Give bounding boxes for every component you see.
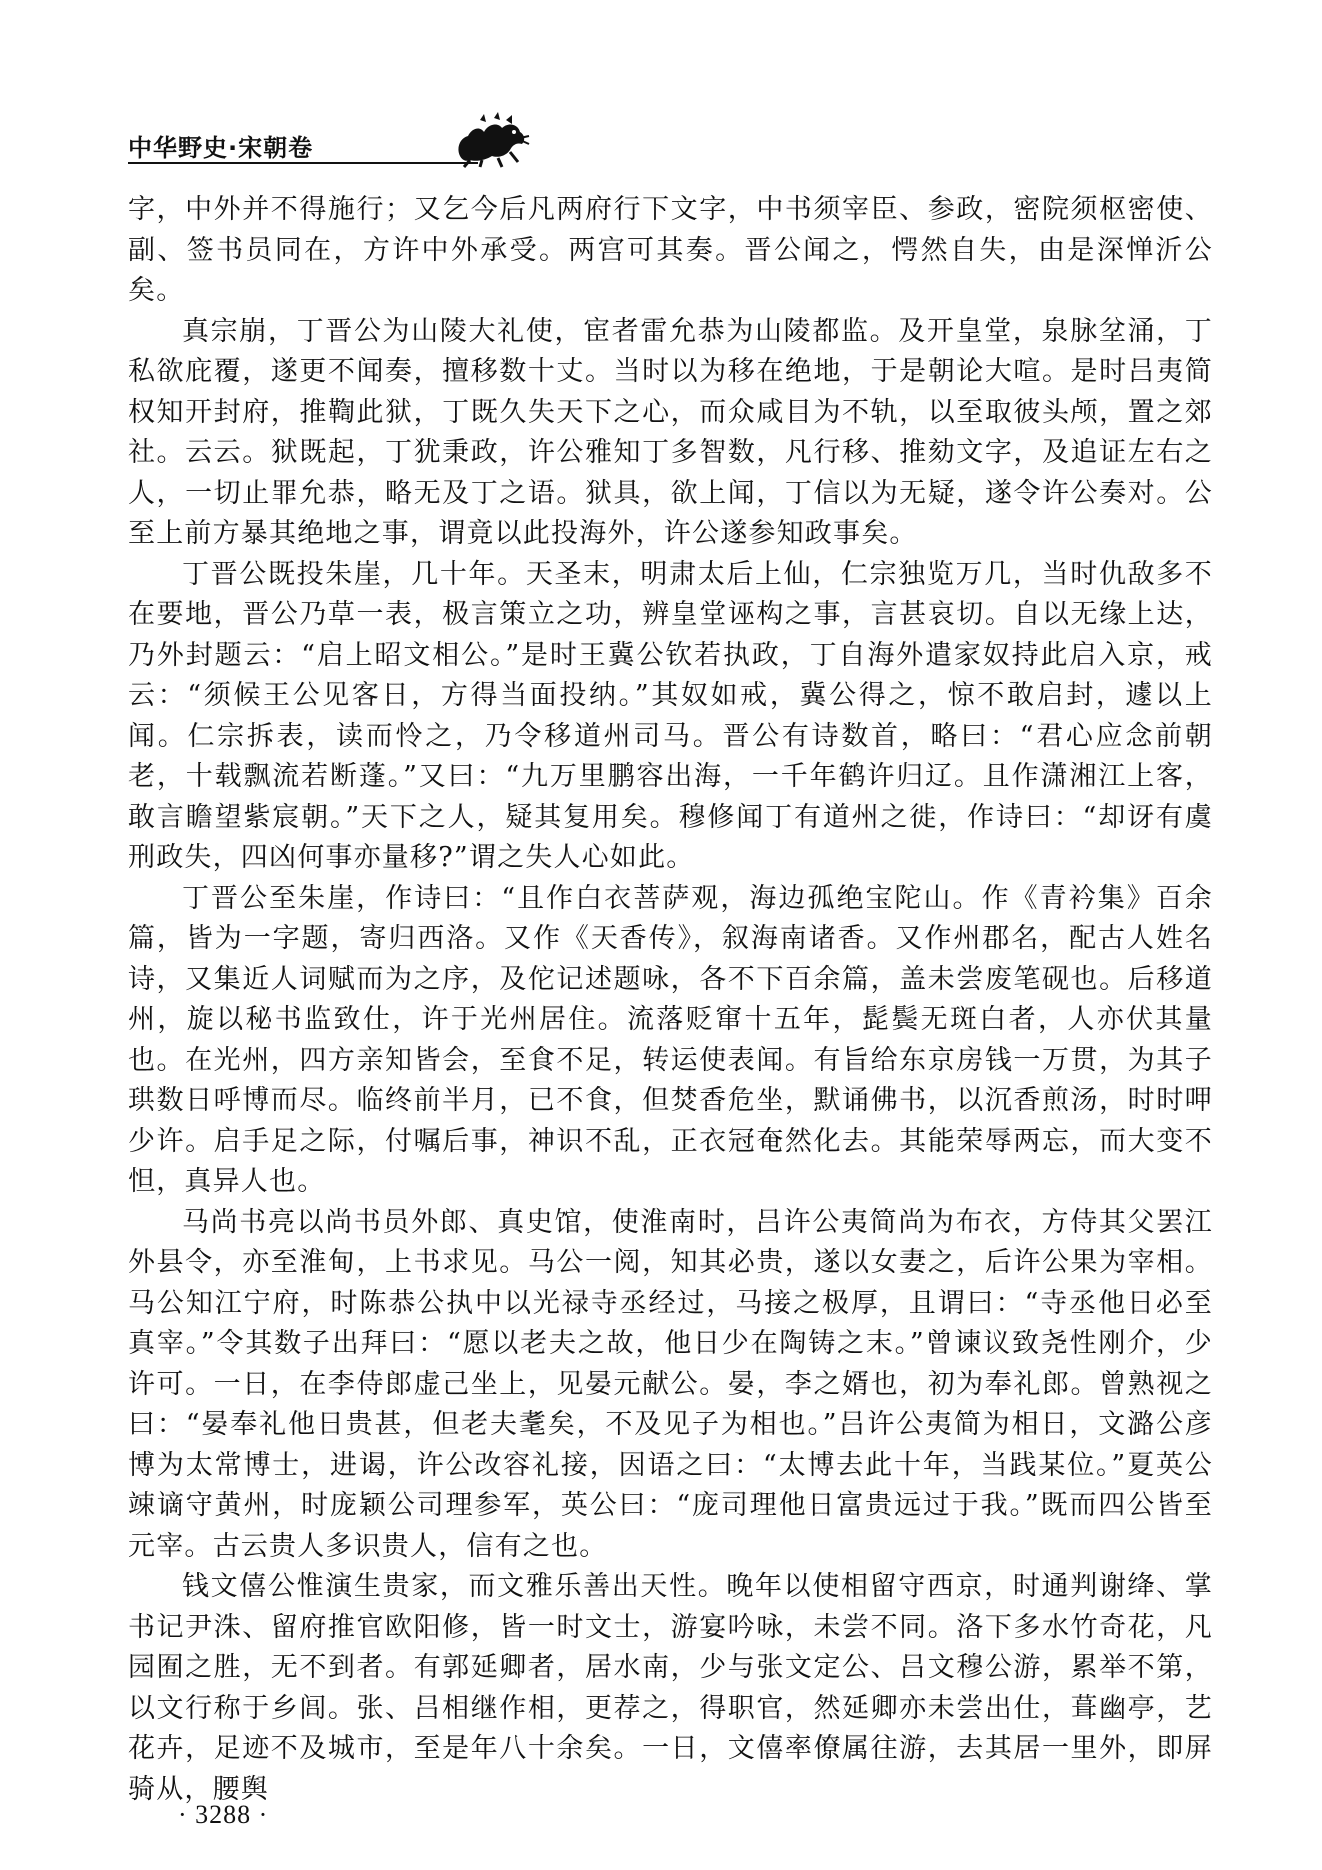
body-text [128, 190, 1213, 1810]
page-number: · 3288 · [178, 1800, 269, 1829]
paragraph: 钱文僖公惟演生贵家，而文雅乐善出天性。晚年以使相留守西京，时通判谢绛、掌书记尹洙、留府推官欧阳修，皆一时文士，游宴吟咏，未尝不同。洛下多水竹奇花，凡园囿之胜，无不到者。有郭延卿者，居水南，少与张文定公、吕文穆公游，累举不第，以文行称于乡闾。张、吕相继作相，更荐之，得职官，然延卿亦未尝出仕，葺幽亭，艺花卉，足迹不及城市，至是年八十余矣。一日，文僖率僚属往游，去其居一里外，即屏骑从，腰舆 [128, 1571, 1213, 1805]
paragraph: 字，中外并不得施行；又乞今后凡两府行下文字，中书须宰臣、参政，密院须枢密使、副、签书员同在，方许中外承受。两宫可其奏。晋公闻之，愕然自失，由是深惮沂公矣。 [128, 194, 1213, 306]
running-header [128, 112, 1208, 172]
dragon-icon [450, 112, 530, 168]
running-title: 中华野史·宋朝卷 [128, 134, 314, 162]
header-rule [128, 162, 478, 164]
paragraph: 丁晋公既投朱崖，几十年。天圣末，明肃太后上仙，仁宗独览万几，当时仇敌多不在要地，晋公乃草一表，极言策立之功，辨皇堂诬构之事，言甚哀切。自以无缘上达，乃外封题云：“启上昭文相公。”是时王冀公钦若执政，丁自海外遣家奴持此启入京，戒云：“须候王公见客日，方得当面投纳。”其奴如戒，冀公得之，惊不敢启封，遽以上闻。仁宗拆表，读而怜之，乃令移道州司马。晋公有诗数首，略曰：“君心应念前朝老，十载飘流若断蓬。”又曰：“九万里鹏容出海，一千年鹤许归辽。且作潇湘江上客，敢言瞻望紫宸朝。”天下之人，疑其复用矣。穆修闻丁有道州之徙，作诗曰：“却讶有虞刑政失，四凶何事亦量移?”谓之失人心如此。 [128, 558, 1213, 873]
paragraph: 真宗崩，丁晋公为山陵大礼使，宦者雷允恭为山陵都监。及开皇堂，泉脉坌涌，丁私欲庇覆，遂更不闻奏，擅移数十丈。当时以为移在绝地，于是朝论大喧。是时吕夷简权知开封府，推鞫此狱，丁既久失天下之心，而众咸目为不轨，以至取彼头颅，置之郊社。云云。狱既起，丁犹秉政，许公雅知丁多智数，凡行移、推劾文字，及追证左右之人，一切止罪允恭，略无及丁之语。狱具，欲上闻，丁信以为无疑，遂令许公奏对。公至上前方暴其绝地之事，谓竟以此投海外，许公遂参知政事矣。 [128, 315, 1213, 549]
paragraph: 丁晋公至朱崖，作诗曰：“且作白衣菩萨观，海边孤绝宝陀山。作《青衿集》百余篇，皆为一字题，寄归西洛。又作《天香传》，叙海南诸香。又作州郡名，配古人姓名诗，又集近人词赋而为之序，及佗记述题咏，各不下百余篇，盖未尝废笔砚也。后移道州，旋以秘书监致仕，许于光州居住。流落贬窜十五年，髭鬓无斑白者，人亦伏其量也。在光州，四方亲知皆会，至食不足，转运使表闻。有旨给东京房钱一万贯，为其子珙数日呼博而尽。临终前半月，已不食，但焚香危坐，默诵佛书，以沉香煎汤，时时呷少许。启手足之际，付嘱后事，神识不乱，正衣冠奄然化去。其能荣辱两忘，而大变不怛，真异人也。 [128, 882, 1213, 1197]
paragraph: 马尚书亮以尚书员外郎、真史馆，使淮南时，吕许公夷简尚为布衣，方侍其父罢江外县令，亦至淮甸，上书求见。马公一阅，知其必贵，遂以女妻之，后许公果为宰相。马公知江宁府，时陈恭公执中以光禄寺丞经过，马接之极厚，且谓曰：“寺丞他日必至真宰。”令其数子出拜曰：“愿以老夫之故，他日少在陶铸之末。”曾谏议致尧性刚介，少许可。一日，在李侍郎虚己坐上，见晏元献公。晏，李之婿也，初为奉礼郎。曾熟视之曰：“晏奉礼他日贵甚，但老夫耄矣，不及见子为相也。”吕许公夷简为相日，文潞公彦博为太常博士，进谒，许公改容礼接，因语之曰：“太博去此十年，当践某位。”夏英公竦谪守黄州，时庞颖公司理参军，英公曰：“庞司理他日富贵远过于我。”既而四公皆至元宰。古云贵人多识贵人，信有之也。 [128, 1206, 1213, 1562]
